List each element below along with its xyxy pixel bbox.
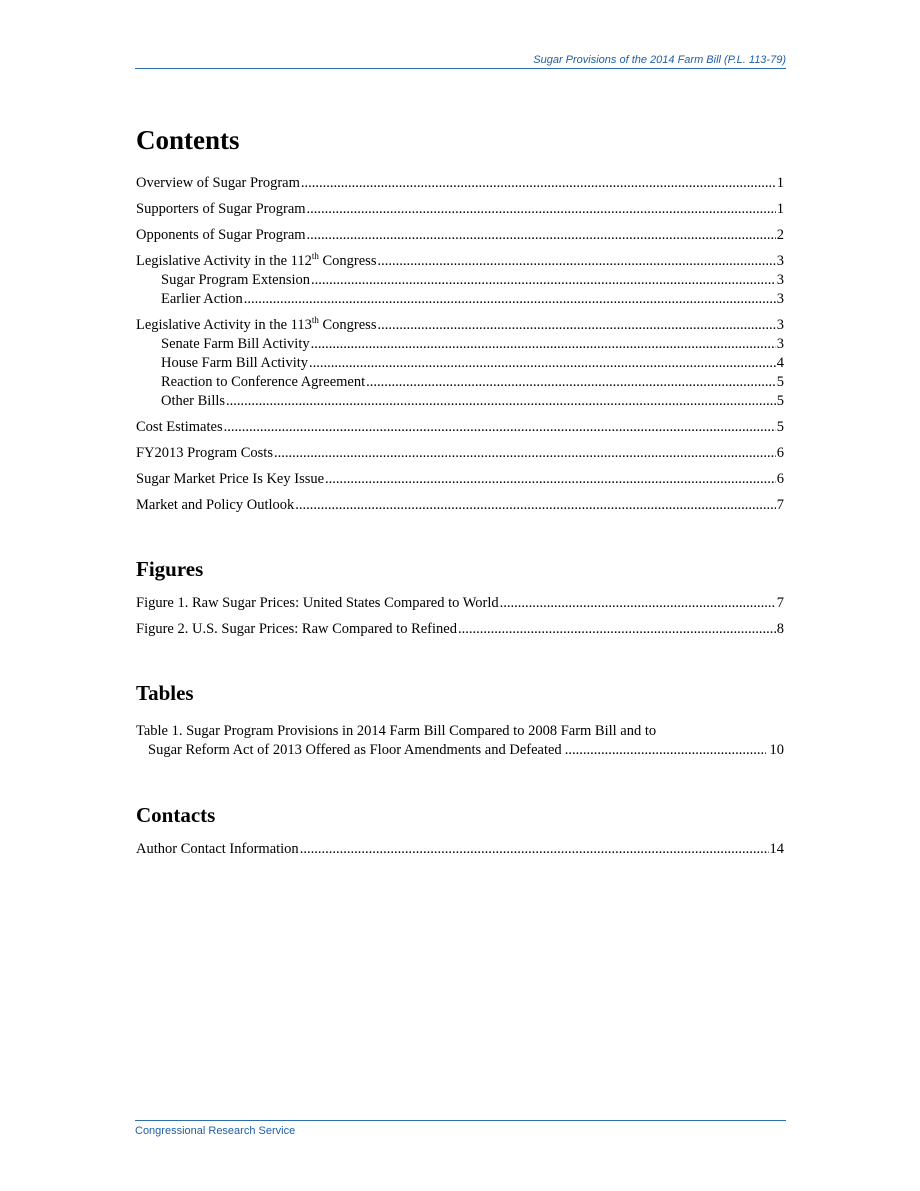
toc-entry-label: Opponents of Sugar Program bbox=[136, 227, 306, 243]
dot-leader bbox=[307, 200, 776, 218]
toc-entry-cost-estimates[interactable] bbox=[136, 418, 784, 436]
dot-leader bbox=[377, 252, 775, 270]
toc-entry-page: 3 bbox=[776, 291, 784, 307]
label-text: Legislative Activity in the 112 bbox=[136, 253, 312, 269]
running-header bbox=[135, 52, 786, 69]
toc-entry-label: FY2013 Program Costs bbox=[136, 445, 273, 461]
tables-heading: Tables bbox=[136, 681, 194, 705]
toc-entry-113th-congress[interactable] bbox=[136, 316, 784, 334]
tables-section bbox=[136, 678, 784, 760]
toc-entry-page: 1 bbox=[776, 175, 784, 191]
figure-entry-page: 7 bbox=[776, 595, 784, 611]
contact-entry-page: 14 bbox=[769, 841, 784, 857]
dot-leader bbox=[309, 354, 776, 372]
dot-leader bbox=[226, 392, 776, 410]
toc-entry-earlier-action[interactable] bbox=[136, 290, 784, 308]
toc-entry-page: 5 bbox=[776, 393, 784, 409]
table-entry-page: 10 bbox=[769, 742, 784, 758]
toc-entry-label: Reaction to Conference Agreement bbox=[161, 374, 366, 390]
toc-entry-sugar-program-extension[interactable] bbox=[136, 271, 784, 289]
dot-leader bbox=[301, 174, 776, 192]
toc-entry-page: 5 bbox=[776, 374, 784, 390]
label-text: Legislative Activity in the 113 bbox=[136, 317, 312, 333]
dot-leader bbox=[300, 840, 769, 858]
toc-entry-label: Sugar Market Price Is Key Issue bbox=[136, 471, 325, 487]
table-entry-label-cont: Sugar Reform Act of 2013 Offered as Floor Amendments and Defeated bbox=[148, 742, 562, 758]
toc-entry-house-farm-bill[interactable] bbox=[136, 354, 784, 372]
toc-entry-label: Earlier Action bbox=[161, 291, 243, 307]
toc-entry-page: 6 bbox=[776, 471, 784, 487]
figures-list bbox=[136, 594, 784, 638]
contacts-section bbox=[136, 800, 784, 858]
contents-heading: Contents bbox=[136, 125, 240, 155]
dot-leader bbox=[458, 620, 776, 638]
toc-entry-label: Overview of Sugar Program bbox=[136, 175, 300, 191]
toc-entry-label: Supporters of Sugar Program bbox=[136, 201, 306, 217]
figure-entry-label: Figure 1. Raw Sugar Prices: United States Compared to World bbox=[136, 595, 499, 611]
toc-content bbox=[136, 120, 784, 858]
dot-leader bbox=[224, 418, 776, 436]
contacts-heading: Contacts bbox=[136, 803, 216, 827]
figure-entry-2[interactable] bbox=[136, 620, 784, 638]
ordinal-superscript: th bbox=[311, 316, 319, 325]
footer-org: Congressional Research Service bbox=[135, 1125, 296, 1137]
label-text: Congress bbox=[318, 253, 377, 269]
toc-entry-label: Cost Estimates bbox=[136, 419, 223, 435]
toc-entry-senate-farm-bill[interactable] bbox=[136, 335, 784, 353]
toc-entry-label bbox=[136, 252, 376, 270]
dot-leader bbox=[377, 316, 775, 334]
figure-entry-label: Figure 2. U.S. Sugar Prices: Raw Compared to Refined bbox=[136, 621, 457, 637]
dot-leader bbox=[366, 373, 776, 391]
toc-entry-112th-congress[interactable] bbox=[136, 252, 784, 270]
table-entry-line1: Table 1. Sugar Program Provisions in 2014 Farm Bill Compared to 2008 Farm Bill and to bbox=[136, 723, 657, 739]
dot-leader bbox=[325, 470, 776, 488]
toc-entry-page: 3 bbox=[776, 336, 784, 352]
toc-entry-opponents[interactable] bbox=[136, 226, 784, 244]
contact-entry-author[interactable] bbox=[136, 840, 784, 858]
label-text: Congress bbox=[318, 317, 377, 333]
dot-leader bbox=[500, 594, 776, 612]
dot-leader bbox=[311, 271, 776, 289]
toc-entry-label: House Farm Bill Activity bbox=[161, 355, 309, 371]
toc-entry-label: Sugar Program Extension bbox=[161, 272, 311, 288]
figures-heading: Figures bbox=[136, 557, 204, 581]
table-entry-1[interactable] bbox=[136, 722, 784, 760]
table-entry-line2 bbox=[136, 741, 784, 760]
toc-entry-market-price[interactable] bbox=[136, 470, 784, 488]
toc-entry-other-bills[interactable] bbox=[136, 392, 784, 410]
toc-entry-page: 2 bbox=[776, 227, 784, 243]
dot-leader bbox=[295, 496, 775, 514]
running-footer bbox=[135, 1120, 786, 1137]
toc-entry-page: 5 bbox=[776, 419, 784, 435]
figure-entry-1[interactable] bbox=[136, 594, 784, 612]
toc-entry-label: Other Bills bbox=[161, 393, 226, 409]
toc-entry-page: 4 bbox=[776, 355, 784, 371]
toc-entry-label bbox=[136, 316, 376, 334]
figure-entry-page: 8 bbox=[776, 621, 784, 637]
dot-leader bbox=[307, 226, 776, 244]
figures-section bbox=[136, 554, 784, 638]
toc-entry-supporters[interactable] bbox=[136, 200, 784, 218]
dot-leader bbox=[311, 335, 776, 353]
dot-leader bbox=[274, 444, 776, 462]
header-title: Sugar Provisions of the 2014 Farm Bill (P.L. 113-79) bbox=[533, 54, 786, 66]
toc-entry-reaction-conference[interactable] bbox=[136, 373, 784, 391]
toc-entry-page: 1 bbox=[776, 201, 784, 217]
toc-entry-page: 7 bbox=[776, 497, 784, 513]
toc-entry-page: 6 bbox=[776, 445, 784, 461]
dot-leader bbox=[565, 741, 766, 760]
toc-entry-market-outlook[interactable] bbox=[136, 496, 784, 514]
toc-entry-page: 3 bbox=[776, 317, 784, 333]
toc-entry-overview[interactable] bbox=[136, 174, 784, 192]
toc-entry-label: Senate Farm Bill Activity bbox=[161, 336, 310, 352]
toc-entry-fy2013-costs[interactable] bbox=[136, 444, 784, 462]
contact-entry-label: Author Contact Information bbox=[136, 841, 299, 857]
toc-entry-page: 3 bbox=[776, 253, 784, 269]
ordinal-superscript: th bbox=[311, 252, 319, 261]
contacts-list bbox=[136, 840, 784, 858]
contents-list bbox=[136, 174, 784, 514]
toc-entry-page: 3 bbox=[776, 272, 784, 288]
toc-entry-label: Market and Policy Outlook bbox=[136, 497, 295, 513]
dot-leader bbox=[244, 290, 776, 308]
